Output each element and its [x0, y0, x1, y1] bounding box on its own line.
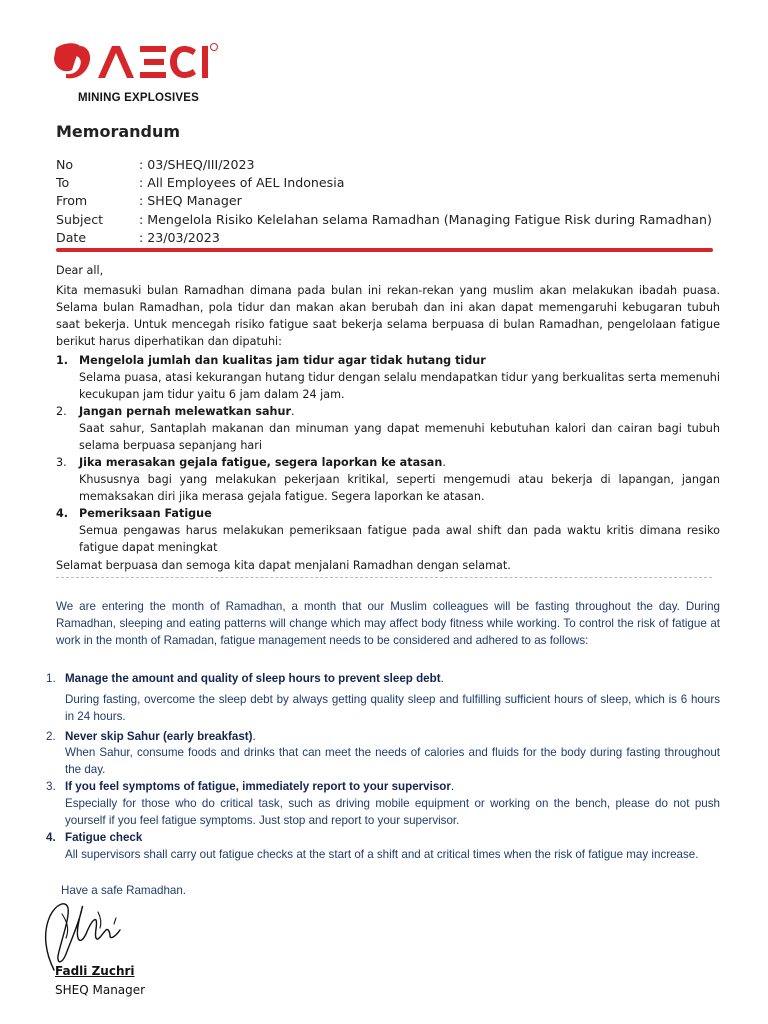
- list-item-number: 1.: [56, 354, 69, 367]
- memo-title: Memorandum: [56, 122, 181, 141]
- list-item-number: 3.: [56, 456, 67, 469]
- field-date-label: Date: [56, 230, 87, 245]
- field-subject-value: : Mengelola Risiko Kelelahan selama Ramadhan (Managing Fatigue Risk during Ramadhan): [139, 212, 712, 227]
- field-to-value: : All Employees of AEL Indonesia: [139, 175, 345, 190]
- list-item-heading: Pemeriksaan Fatigue: [79, 507, 212, 520]
- list-item-heading: If you feel symptoms of fatigue, immediately report to your supervisor.: [65, 780, 455, 793]
- signatory-name: Fadli Zuchri: [55, 964, 135, 978]
- list-item-number: 3.: [46, 780, 56, 793]
- intro-paragraph-en: We are entering the month of Ramadhan, a month that our Muslim colleagues will be fasting throughout the day. During Ramadhan, sleeping and eating patterns will change which may affect body fitness while working. To control the risk of fatigue at work in the month of Ramadan, fatigue management needs to be considered and adhered to as follows:: [56, 600, 720, 647]
- list-item-heading: Jika merasakan gejala fatigue, segera laporkan ke atasan.: [79, 456, 446, 469]
- list-item-body: Saat sahur, Santaplah makanan dan minuman yang dapat memenuhi kebutuhan kalori dan cairan bagi tubuh selama berpuasa sepanjang hari: [79, 422, 720, 452]
- field-from-label: From: [56, 193, 88, 208]
- section-divider: [56, 577, 712, 578]
- field-date-value: : 23/03/2023: [139, 230, 220, 245]
- field-from-value: : SHEQ Manager: [139, 193, 242, 208]
- list-item-heading: Jangan pernah melewatkan sahur.: [79, 405, 295, 418]
- field-no-value: : 03/SHEQ/III/2023: [139, 157, 255, 172]
- header-divider: [56, 248, 713, 252]
- list-item-heading: Mengelola jumlah dan kualitas jam tidur agar tidak hutang tidur: [79, 354, 486, 367]
- list-item-heading: Fatigue check: [65, 831, 143, 844]
- greeting: Dear all,: [56, 264, 104, 277]
- list-item-body: Especially for those who do critical task, such as driving mobile equipment or working on the bench, please do not push yourself if you feel fatigue symptoms. Just stop and report to your supervisor.: [65, 797, 720, 827]
- list-item-number: 2.: [56, 405, 67, 418]
- list-item-number: 2.: [46, 730, 56, 743]
- list-item-number: 4.: [56, 507, 69, 520]
- list-item-heading: Manage the amount and quality of sleep hours to prevent sleep debt.: [65, 672, 444, 685]
- field-to-label: To: [56, 175, 70, 190]
- signatory-title: SHEQ Manager: [55, 983, 146, 997]
- list-item-body: During fasting, overcome the sleep debt by always getting quality sleep and fulfilling sufficient hours of sleep, which is 6 hours in 24 hours.: [65, 693, 720, 723]
- list-item-number: 1.: [46, 672, 56, 685]
- list-item-number: 4.: [46, 831, 56, 844]
- closing-en: Have a safe Ramadhan.: [61, 884, 187, 897]
- list-item-body: All supervisors shall carry out fatigue checks at the start of a shift and at critical times when the risk of fatigue may increase.: [65, 848, 699, 861]
- company-logo: [52, 40, 222, 106]
- aeci-logo-icon: [52, 40, 222, 84]
- list-item-heading: Never skip Sahur (early breakfast).: [65, 730, 256, 743]
- intro-paragraph-id: Kita memasuki bulan Ramadhan dimana pada bulan ini rekan-rekan yang muslim akan melakukan ibadah puasa. Selama bulan Ramadhan, pola tidur dan makan akan berubah dan ini akan dapat memengaruhi kebugaran tubuh saat bekerja. Untuk mencegah risiko fatigue saat bekerja selama berpuasa di bulan Ramadhan, pengelolaan fatigue berikut harus diperhatikan dan dipatuhi:: [56, 284, 720, 348]
- field-no-label: No: [56, 157, 74, 172]
- logo-tagline: MINING EXPLOSIVES: [78, 92, 199, 104]
- list-item-body: Semua pengawas harus melakukan pemeriksaan fatigue pada awal shift dan pada waktu kritis dimana resiko fatigue dapat meningkat: [79, 524, 720, 554]
- field-subject-label: Subject: [56, 212, 104, 227]
- list-item-body: Khususnya bagi yang melakukan pekerjaan kritikal, seperti mengemudi atau bekerja di lapangan, jangan memaksakan diri jika merasa gejala fatigue. Segera laporkan ke atasan.: [79, 473, 720, 503]
- list-item-body: When Sahur, consume foods and drinks that can meet the needs of calories and fluids for the body during fasting throughout the day.: [65, 746, 720, 776]
- list-item-body: Selama puasa, atasi kekurangan hutang tidur dengan selalu mendapatkan tidur yang berkualitas serta memenuhi kecukupan jam tidur yaitu 6 jam dalam 24 jam.: [79, 371, 720, 401]
- closing-id: Selamat berpuasa dan semoga kita dapat menjalani Ramadhan dengan selamat.: [56, 559, 511, 572]
